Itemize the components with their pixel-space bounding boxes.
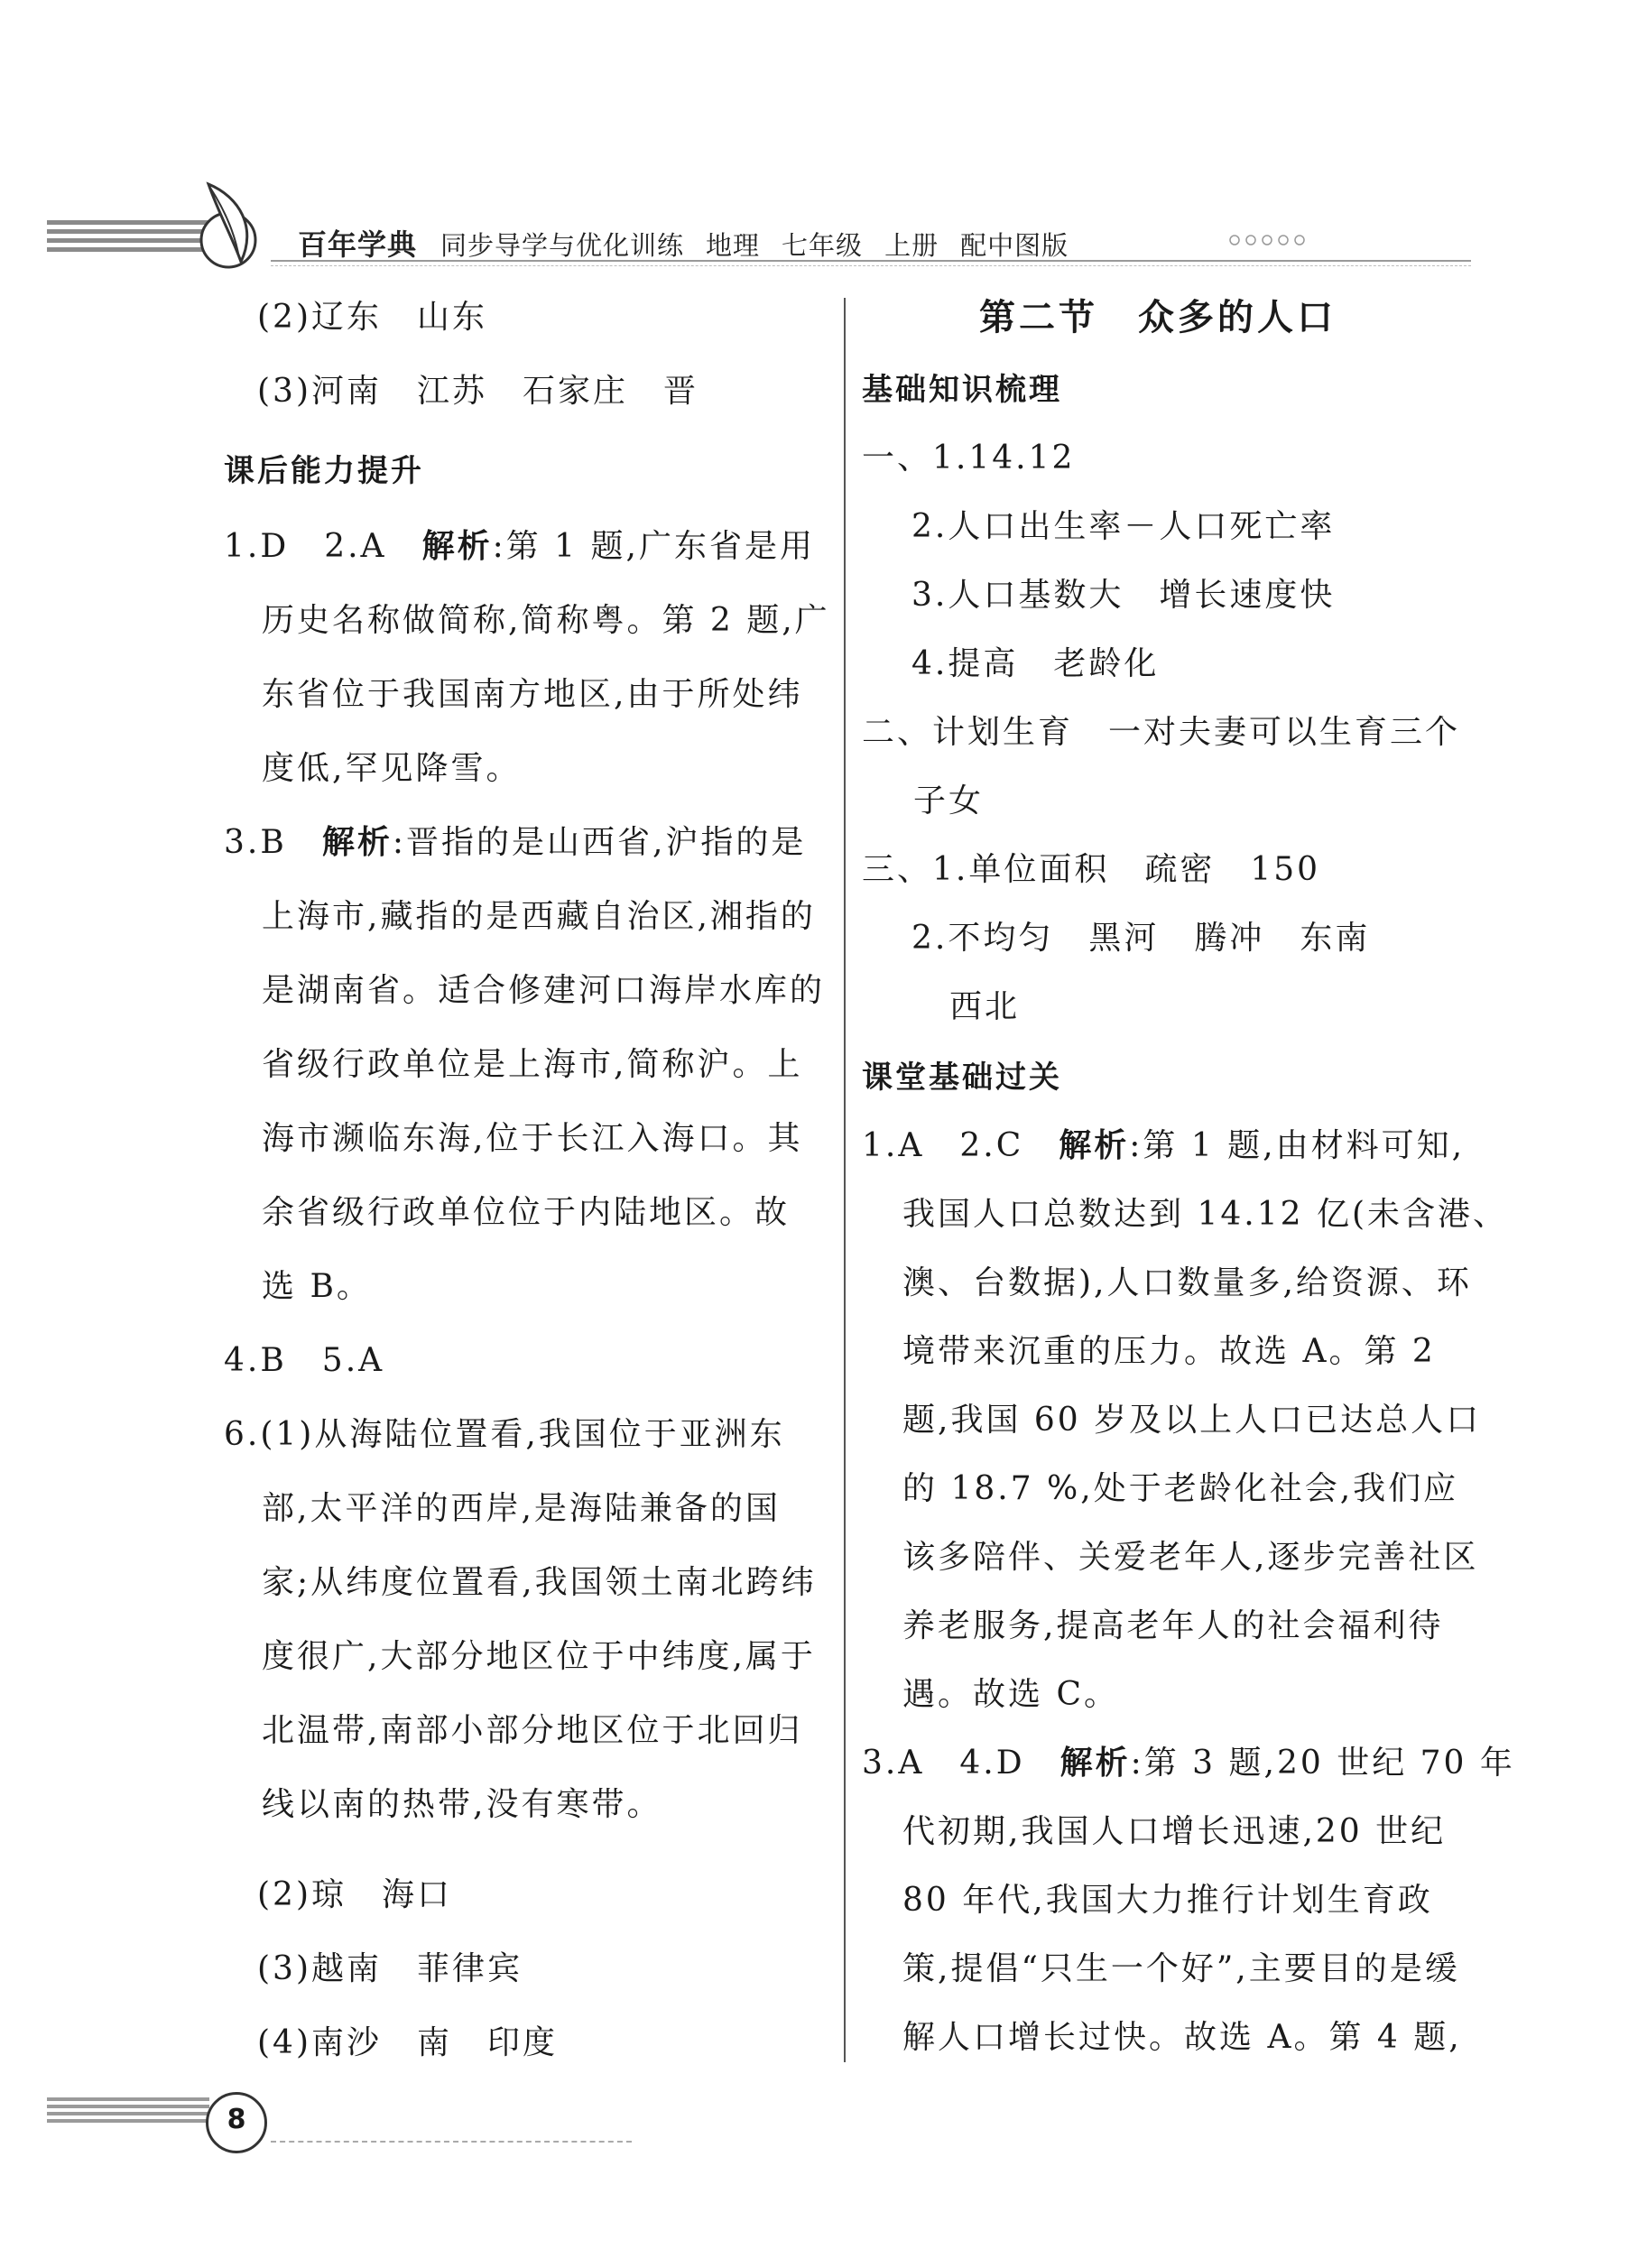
answer-line: 策,提倡“只生一个好”,主要目的是缓 (902, 1950, 1460, 1987)
section-heading: 课后能力提升 (224, 453, 424, 489)
header-edition: 配中图版 (960, 230, 1069, 261)
answer-line: 是湖南省。适合修建河口海岸水库的 (262, 972, 826, 1009)
answer-line: 一、1.14.12 (862, 440, 1076, 477)
answer-line: 1.D 2.A 解析:第 1 题,广东省是用 (224, 528, 815, 565)
page-number: 8 (227, 2104, 246, 2135)
section-heading: 课堂基础过关 (862, 1060, 1062, 1096)
answer-line: 上海市,藏指的是西藏自治区,湘指的 (262, 898, 816, 935)
answer-line: 历史名称做简称,简称粤。第 2 题,广 (262, 602, 830, 639)
answer-line: 2.人口出生率－人口死亡率 (911, 508, 1336, 545)
answer-line: 线以南的热带,没有寒带。 (262, 1786, 662, 1823)
answer-line: 的 18.7 %,处于老龄化社会,我们应 (902, 1470, 1459, 1507)
answer-line: (4)南沙 南 印度 (257, 2024, 558, 2061)
answer-line: 80 年代,我国大力推行计划生育政 (902, 1882, 1433, 1919)
answer-line: (2)琼 海口 (257, 1876, 452, 1913)
answer-line: (3)越南 菲律宾 (257, 1950, 523, 1987)
answer-line: 1.A 2.C 解析:第 1 题,由材料可知, (862, 1127, 1466, 1164)
quill-logo-icon (185, 173, 284, 273)
answer-line: 题,我国 60 岁及以上人口已达总人口 (902, 1402, 1482, 1439)
answer-line: 4.提高 老龄化 (911, 645, 1160, 682)
answer-line: 养老服务,提高老年人的社会福利待 (902, 1607, 1444, 1644)
header-brand: 百年学典 (298, 227, 418, 262)
footer-rule (271, 2141, 632, 2143)
answer-line: 代初期,我国人口增长迅速,20 世纪 (902, 1813, 1447, 1850)
answer-line: 澳、台数据),人口数量多,给资源、环 (902, 1264, 1472, 1301)
answer-line: 西北 (949, 988, 1021, 1025)
answer-line: 省级行政单位是上海市,简称沪。上 (262, 1046, 803, 1083)
answer-line: 二、计划生育 一对夫妻可以生育三个 (862, 714, 1461, 751)
answer-line: 2.不均匀 黑河 腾冲 东南 (911, 920, 1371, 957)
answer-line: 解人口增长过快。故选 A。第 4 题, (902, 2019, 1462, 2056)
column-divider (844, 298, 846, 2062)
answer-line: 北温带,南部小部分地区位于北回归 (262, 1712, 803, 1749)
header-dots (1227, 233, 1309, 247)
answer-line: 余省级行政单位位于内陆地区。故 (262, 1194, 791, 1231)
header-volume: 上册 (884, 230, 939, 261)
answer-line: 4.B 5.A (224, 1342, 385, 1379)
header-series: 同步导学与优化训练 (440, 230, 685, 261)
answer-line: 6.(1)从海陆位置看,我国位于亚洲东 (224, 1416, 785, 1453)
header-rule-dashed (271, 265, 1471, 266)
answer-line: 遇。故选 C。 (902, 1676, 1119, 1713)
answer-line: 度低,罕见降雪。 (262, 750, 522, 787)
answer-line: 境带来沉重的压力。故选 A。第 2 (902, 1333, 1436, 1370)
answer-line: 3.人口基数大 增长速度快 (911, 577, 1336, 614)
footer-stripes (47, 2094, 209, 2125)
running-header (298, 222, 1069, 264)
answer-line: 家;从纬度位置看,我国领土南北跨纬 (262, 1564, 817, 1601)
answer-line: 海市濒临东海,位于长江入海口。其 (262, 1120, 803, 1157)
answer-line: 3.B 解析:晋指的是山西省,沪指的是 (224, 824, 807, 861)
answer-line: 我国人口总数达到 14.12 亿(未含港、 (902, 1196, 1508, 1233)
answer-line: 3.A 4.D 解析:第 3 题,20 世纪 70 年 (862, 1745, 1515, 1782)
answer-line: 东省位于我国南方地区,由于所处纬 (262, 676, 803, 713)
header-subject: 地理 (706, 230, 761, 261)
answer-line: 选 B。 (262, 1268, 372, 1305)
header-grade: 七年级 (782, 230, 864, 261)
section-heading: 基础知识梳理 (862, 372, 1062, 408)
answer-line: 部,太平洋的西岸,是海陆兼备的国 (262, 1490, 781, 1527)
answer-line: 该多陪伴、关爱老年人,逐步完善社区 (902, 1539, 1479, 1576)
answer-line: 度很广,大部分地区位于中纬度,属于 (262, 1638, 816, 1675)
answer-line: (2)辽东 山东 (257, 299, 487, 336)
answer-line: 子女 (913, 782, 985, 819)
answer-line: (3)河南 江苏 石家庄 晋 (257, 373, 699, 410)
section-title: 第二节 众多的人口 (979, 297, 1337, 338)
answer-line: 三、1.单位面积 疏密 150 (862, 851, 1321, 888)
